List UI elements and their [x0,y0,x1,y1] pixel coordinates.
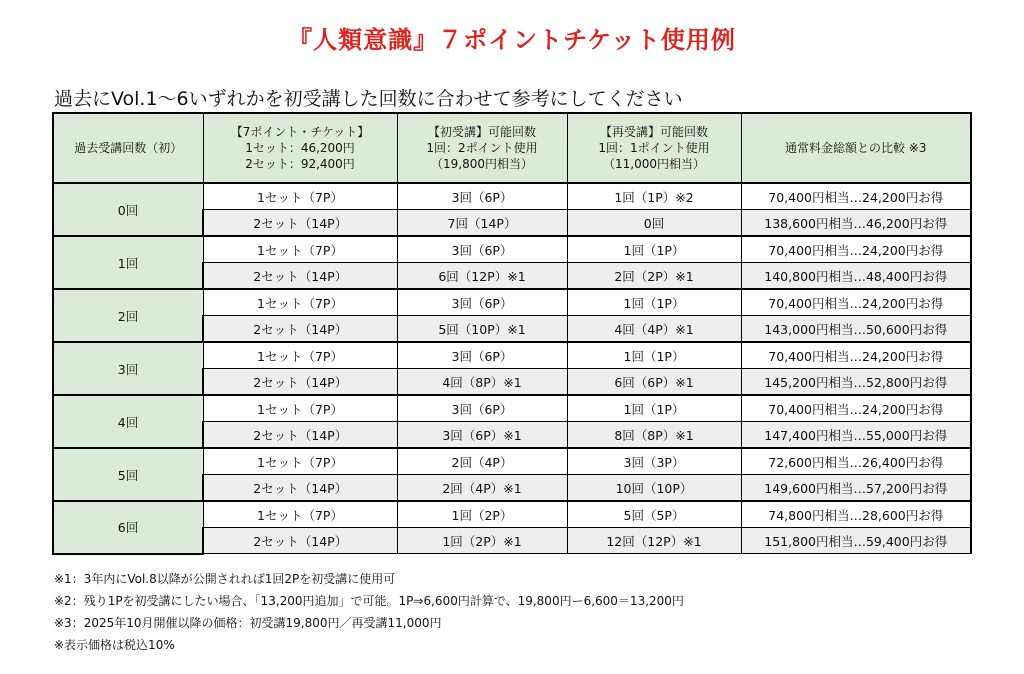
ticket-set-cell: 1セット（7P） [203,236,397,263]
header-first-attendance [397,113,567,183]
first-attendance-cell: 3回（6P） [397,183,567,210]
ticket-set-cell: 2セット（14P） [203,422,397,449]
page-subtitle: 過去にVol.1〜6いずれかを初受講した回数に合わせて参考にしてください [54,88,683,110]
footnote: ※表示価格は税込10% [54,638,175,652]
header-repeat-line: 1回：1ポイント使用 [598,141,710,155]
attendance-count-cell: 4回 [53,395,203,448]
header-first-line: （19,800円相当） [431,157,533,171]
first-attendance-cell: 7回（14P） [397,210,567,237]
repeat-attendance-cell: 0回 [567,210,741,237]
ticket-set-cell: 1セット（7P） [203,448,397,475]
header-ticket-line: 1セット：46,200円 [245,141,355,155]
ticket-set-cell: 1セット（7P） [203,501,397,528]
repeat-attendance-cell: 1回（1P）※2 [567,183,741,210]
comparison-cell: 72,600円相当…26,400円お得 [741,448,971,475]
comparison-cell: 74,800円相当…28,600円お得 [741,501,971,528]
ticket-set-cell: 2セット（14P） [203,369,397,396]
header-ticket [203,113,397,183]
repeat-attendance-cell: 6回（6P）※1 [567,369,741,396]
ticket-set-cell: 2セット（14P） [203,263,397,290]
ticket-set-cell: 2セット（14P） [203,316,397,343]
repeat-attendance-cell: 4回（4P）※1 [567,316,741,343]
header-first-line: 1回：2ポイント使用 [426,141,538,155]
table-row [53,501,971,528]
first-attendance-cell: 3回（6P）※1 [397,422,567,449]
comparison-cell: 70,400円相当…24,200円お得 [741,289,971,316]
attendance-count-cell: 1回 [53,236,203,289]
table-row [53,183,971,210]
repeat-attendance-cell: 12回（12P）※1 [567,528,741,554]
header-count: 過去受講回数（初） [53,113,203,183]
ticket-set-cell: 2セット（14P） [203,528,397,554]
repeat-attendance-cell: 1回（1P） [567,289,741,316]
comparison-cell: 140,800円相当…48,400円お得 [741,263,971,290]
repeat-attendance-cell: 2回（2P）※1 [567,263,741,290]
comparison-cell: 70,400円相当…24,200円お得 [741,183,971,210]
table-row [53,342,971,369]
first-attendance-cell: 3回（6P） [397,395,567,422]
first-attendance-cell: 3回（6P） [397,236,567,263]
repeat-attendance-cell: 8回（8P）※1 [567,422,741,449]
table-row [53,448,971,475]
attendance-count-cell: 2回 [53,289,203,342]
footnote: ※2：残り1Pを初受講にしたい場合、「13,200円追加」で可能。1P⇒6,600円計算で、19,800円ー6,600＝13,200円 [54,594,684,608]
attendance-count-cell: 0回 [53,183,203,236]
comparison-cell: 147,400円相当…55,000円お得 [741,422,971,449]
attendance-count-cell: 3回 [53,342,203,395]
repeat-attendance-cell: 1回（1P） [567,342,741,369]
first-attendance-cell: 6回（12P）※1 [397,263,567,290]
first-attendance-cell: 5回（10P）※1 [397,316,567,343]
ticket-set-cell: 1セット（7P） [203,395,397,422]
footnotes [54,568,684,656]
header-ticket-line: 【7ポイント・チケット】 [230,125,370,139]
ticket-set-cell: 2セット（14P） [203,475,397,502]
header-ticket-line: 2セット：92,400円 [245,157,355,171]
comparison-cell: 145,200円相当…52,800円お得 [741,369,971,396]
attendance-count-cell: 5回 [53,448,203,501]
table-row [53,289,971,316]
first-attendance-cell: 3回（6P） [397,289,567,316]
attendance-count-cell: 6回 [53,501,203,554]
first-attendance-cell: 1回（2P）※1 [397,528,567,554]
header-first-line: 【初受講】可能回数 [427,125,536,139]
comparison-cell: 143,000円相当…50,600円お得 [741,316,971,343]
repeat-attendance-cell: 5回（5P） [567,501,741,528]
ticket-usage-table [52,112,972,555]
header-repeat-line: 【再受講】可能回数 [599,125,708,139]
comparison-cell: 70,400円相当…24,200円お得 [741,395,971,422]
table-row [53,236,971,263]
repeat-attendance-cell: 3回（3P） [567,448,741,475]
repeat-attendance-cell: 10回（10P） [567,475,741,502]
comparison-cell: 151,800円相当…59,400円お得 [741,528,971,554]
repeat-attendance-cell: 1回（1P） [567,395,741,422]
header-repeat-attendance [567,113,741,183]
header-repeat-line: （11,000円相当） [603,157,705,171]
comparison-cell: 70,400円相当…24,200円お得 [741,342,971,369]
ticket-set-cell: 1セット（7P） [203,183,397,210]
first-attendance-cell: 4回（8P）※1 [397,369,567,396]
first-attendance-cell: 1回（2P） [397,501,567,528]
page-title: 『人類意識』７ポイントチケット使用例 [288,26,736,54]
comparison-cell: 149,600円相当…57,200円お得 [741,475,971,502]
ticket-set-cell: 2セット（14P） [203,210,397,237]
first-attendance-cell: 2回（4P） [397,448,567,475]
table-header-row [53,113,971,183]
ticket-set-cell: 1セット（7P） [203,289,397,316]
table-row [53,395,971,422]
ticket-set-cell: 1セット（7P） [203,342,397,369]
header-comparison: 通常料金総額との比較 ※3 [741,113,971,183]
comparison-cell: 70,400円相当…24,200円お得 [741,236,971,263]
footnote: ※3：2025年10月開催以降の価格：初受講19,800円／再受講11,000円 [54,616,442,630]
comparison-cell: 138,600円相当…46,200円お得 [741,210,971,237]
footnote: ※1：3年内にVol.8以降が公開されれば1回2Pを初受講に使用可 [54,572,396,586]
first-attendance-cell: 2回（4P）※1 [397,475,567,502]
first-attendance-cell: 3回（6P） [397,342,567,369]
repeat-attendance-cell: 1回（1P） [567,236,741,263]
